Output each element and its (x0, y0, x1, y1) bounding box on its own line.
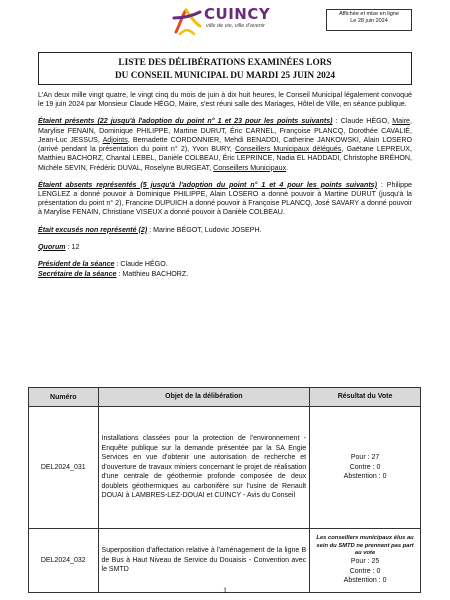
role-adjoints: Adjoints (102, 135, 128, 144)
presents-text-4: , Gaëtane LEPREUX, Matthieu BACHORZ, Chantal LEBEL, Danièle COLBEAU, Éric LEPRINCE, Nadia EL HADDADI, Christophe BRÉHON, Michèle SEVIN, Frédéric DUVAL, Roselyne BURGEAT, (38, 145, 412, 172)
president-line (38, 260, 412, 269)
quorum-value: : 12 (65, 242, 80, 251)
presents-text-2: , Marylise FENAIN, Dominique PHILIPPE, Martine DURUT, Éric CARNEL, Françoise PLANCQ, Dorothée CAVALIÉ, Jean-Luc JESSUS, (38, 117, 412, 144)
row-object: Superposition d'affectation relative à l'aménagement de la ligne B de Bus à Haut Niveau de Service du Douaisis - Convention avec le SMTD (98, 529, 310, 593)
vote-contre: Contre : 0 (349, 463, 381, 471)
vote-note: Les conseillers municipaux élus au sein du SMTD ne prennent pas part au vote (316, 535, 414, 556)
row-object: Installations classées pour la protection de l'environnement - Enquête publique sur la demande présentée par la SA Engie Services en vue d'obtenir une autorisation de recherche et d'ouverture de travaux miniers concernant le projet de réalisation d'une centrale de géothermie profonde composée de deux doublets géothermiques au carbonifère sur l'usine de Renault DOUAI à LAMBRES-LEZ-DOUAI et CUINCY - Avis du Conseil (98, 407, 310, 529)
excuses-paragraph (38, 226, 412, 235)
quorum-label: Quorum (38, 242, 66, 251)
vote-pour: Pour : 25 (350, 558, 380, 566)
row-result (310, 407, 421, 529)
presents-paragraph (38, 117, 412, 172)
presents-text-1: : Claude HÉGO, (332, 117, 393, 126)
intro-paragraph: L'An deux mille vingt quatre, le vingt cinq du mois de juin à dix huit heures, le Conseil Municipal légalement convoqué le 19 juin 2024 par Monsieur Claude HÉGO, Maire, s'est réuni salle des Mariages, Hôtel de Ville, en séance publique. (38, 91, 412, 109)
logo-name: CUINCY (204, 5, 271, 23)
row-number: DEL2024_031 (29, 407, 99, 529)
table-header-row (29, 388, 421, 407)
vote-abstention: Abstention : 0 (343, 577, 387, 585)
title-line-1: LISTE DES DÉLIBÉRATIONS EXAMINÉES LORS (118, 58, 332, 68)
vote-pour: Pour : 27 (350, 454, 380, 462)
presents-text-3: , Bernadette CORDONNIER, Mehdi BENADDI, Catherine JANKOWSKI, Alain LOSERO (arrivé pendant la présentation du point n° 2), Yvon BURY, (38, 135, 412, 154)
absents-heading: Étaient absents représentés (5 jusqu'à l'adoption du point n° 1 et 4 pour les points suivants) (38, 180, 377, 189)
absents-text: : Philippe LENGLEZ a donné pouvoir à Dominique PHILIPPE, Alain LOSERO a donné pouvoir à Martine DURUT (jusqu'à la présentation du point n° 2), Francine DUPUICH a donné pouvoir à Françoise PLANCQ, José SAVARY a donné pouvoir à Marylise FENAIN, Christiane VISEUX a donné pouvoir à Danièle COLBEAU. (38, 180, 413, 217)
president-label: Président de la séance (38, 260, 115, 269)
table-row (29, 529, 421, 593)
logo-tagline: ville de vie, ville d'avenir (206, 23, 265, 29)
header-numero: Numéro (29, 388, 99, 407)
document-body (38, 91, 412, 288)
header-objet: Objet de la délibération (98, 388, 310, 407)
header-resultat: Résultat du Vote (310, 388, 421, 407)
secretaire-line (38, 270, 412, 279)
row-result (310, 529, 421, 593)
role-conseillers: Conseillers Municipaux (213, 163, 287, 172)
logo-star-icon (170, 2, 204, 38)
cuincy-logo (170, 2, 290, 38)
excuses-heading: Était excusés non représenté (2) (38, 225, 148, 234)
role-delegues: Conseillers Municipaux délégués (235, 145, 342, 154)
role-maire: Maire (392, 117, 411, 126)
title-line-2: DU CONSEIL MUNICIPAL DU MARDI 25 JUIN 2024 (114, 70, 336, 81)
vote-abstention: Abstention : 0 (343, 473, 387, 481)
presents-text-5: . (286, 163, 289, 172)
stamp-line-2: Le 28 juin 2024 (350, 18, 388, 25)
publication-stamp (326, 9, 412, 31)
presents-heading: Étaient présents (22 jusqu'à l'adoption du point n° 1 et 23 pour les points suivants) (38, 117, 333, 126)
table-row (29, 407, 421, 529)
secretaire-value: : Matthieu BACHORZ. (116, 270, 189, 279)
document-title (38, 52, 412, 85)
vote-contre: Contre : 0 (349, 567, 381, 575)
deliberations-table (28, 387, 421, 593)
excuses-text: : Marine BÉGOT, Ludovic JOSEPH. (147, 225, 262, 234)
stamp-line-1: Affichée et mise en ligne (339, 11, 399, 17)
row-number: DEL2024_032 (29, 529, 99, 593)
secretaire-label: Secrétaire de la séance (38, 270, 117, 279)
quorum-line (38, 243, 412, 252)
absents-paragraph (38, 181, 412, 218)
page-number: 1 (223, 586, 227, 595)
president-value: : Claude HÉGO. (114, 260, 168, 269)
